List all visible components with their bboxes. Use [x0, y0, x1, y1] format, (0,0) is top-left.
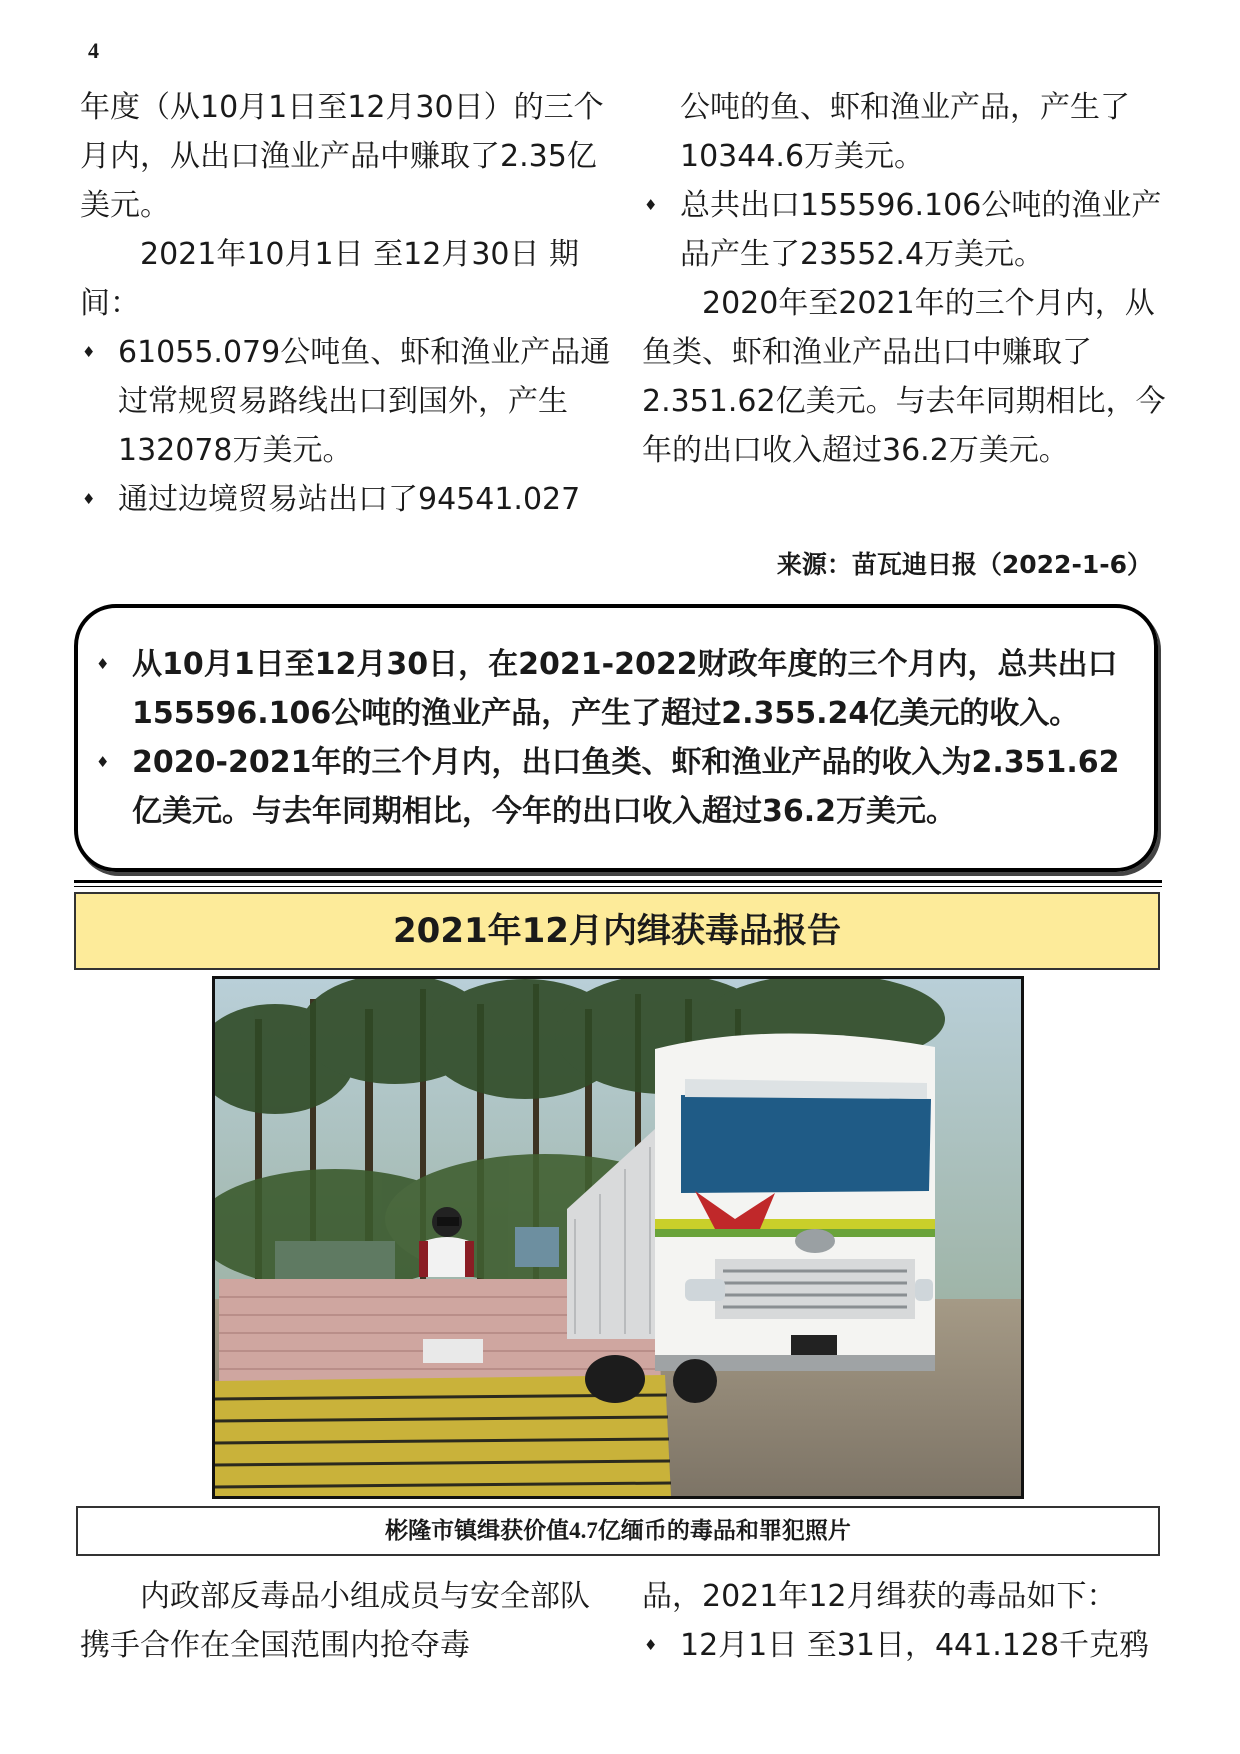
- photo-caption: 彬隆市镇缉获价值4.7亿缅币的毒品和罪犯照片: [76, 1506, 1160, 1556]
- section-divider-thin: [74, 886, 1162, 887]
- bullet-regular-trade: ♦ 61055.079公吨鱼、虾和渔业产品通过常规贸易路线出口到国外，产生132078万美元。: [80, 328, 612, 475]
- seizure-photo: [212, 976, 1024, 1499]
- page-number: 4: [88, 38, 99, 63]
- paragraph-border-trade-continued: 公吨的鱼、虾和渔业产品，产生了10344.6万美元。: [680, 90, 1130, 174]
- summary-item: ♦ 从10月1日至12月30日，在2021-2022财政年度的三个月内，总共出口155596.106公吨的渔业产品，产生了超过2.355.24亿美元的收入。: [94, 640, 1140, 738]
- section-title: 2021年12月内缉获毒品报告: [74, 892, 1160, 970]
- paragraph-comparison: 2020年至2021年的三个月内，从鱼类、虾和渔业产品出口中赚取了2.351.62亿美元。与去年同期相比，今年的出口收入超过36.2万美元。: [642, 286, 1166, 468]
- article2-right-column: [642, 1572, 1176, 1670]
- bullet-total-export: ♦ 总共出口155596.106公吨的渔业产品产生了23552.4万美元。: [642, 181, 1176, 279]
- section-divider: [74, 880, 1162, 883]
- paragraph-continued: 年度（从10月1日至12月30日）的三个月内，从出口渔业产品中赚取了2.35亿美元。: [80, 90, 604, 223]
- article2-left-column: [80, 1572, 612, 1670]
- bullet-opium-seizure: ♦ 12月1日 至31日，441.128千克鸦: [642, 1621, 1176, 1670]
- paragraph-intro-continued: 品，2021年12月缉获的毒品如下：: [642, 1579, 1117, 1614]
- article-right-column: [642, 83, 1176, 475]
- bullet-border-trade: ♦ 通过边境贸易站出口了94541.027: [80, 475, 612, 524]
- summary-list: [94, 640, 1140, 836]
- article-source: 来源：苗瓦迪日报（2022-1-6）: [776, 550, 1152, 579]
- article-left-column: [80, 83, 612, 524]
- summary-item: ♦ 2020-2021年的三个月内，出口鱼类、虾和渔业产品的收入为2.351.62亿美元。与去年同期相比，今年的出口收入超过36.2万美元。: [94, 738, 1140, 836]
- paragraph-intro: 内政部反毒品小组成员与安全部队携手合作在全国范围内抢夺毒: [80, 1579, 590, 1663]
- paragraph-period: 2021年10月1日 至12月30日 期间：: [80, 237, 580, 321]
